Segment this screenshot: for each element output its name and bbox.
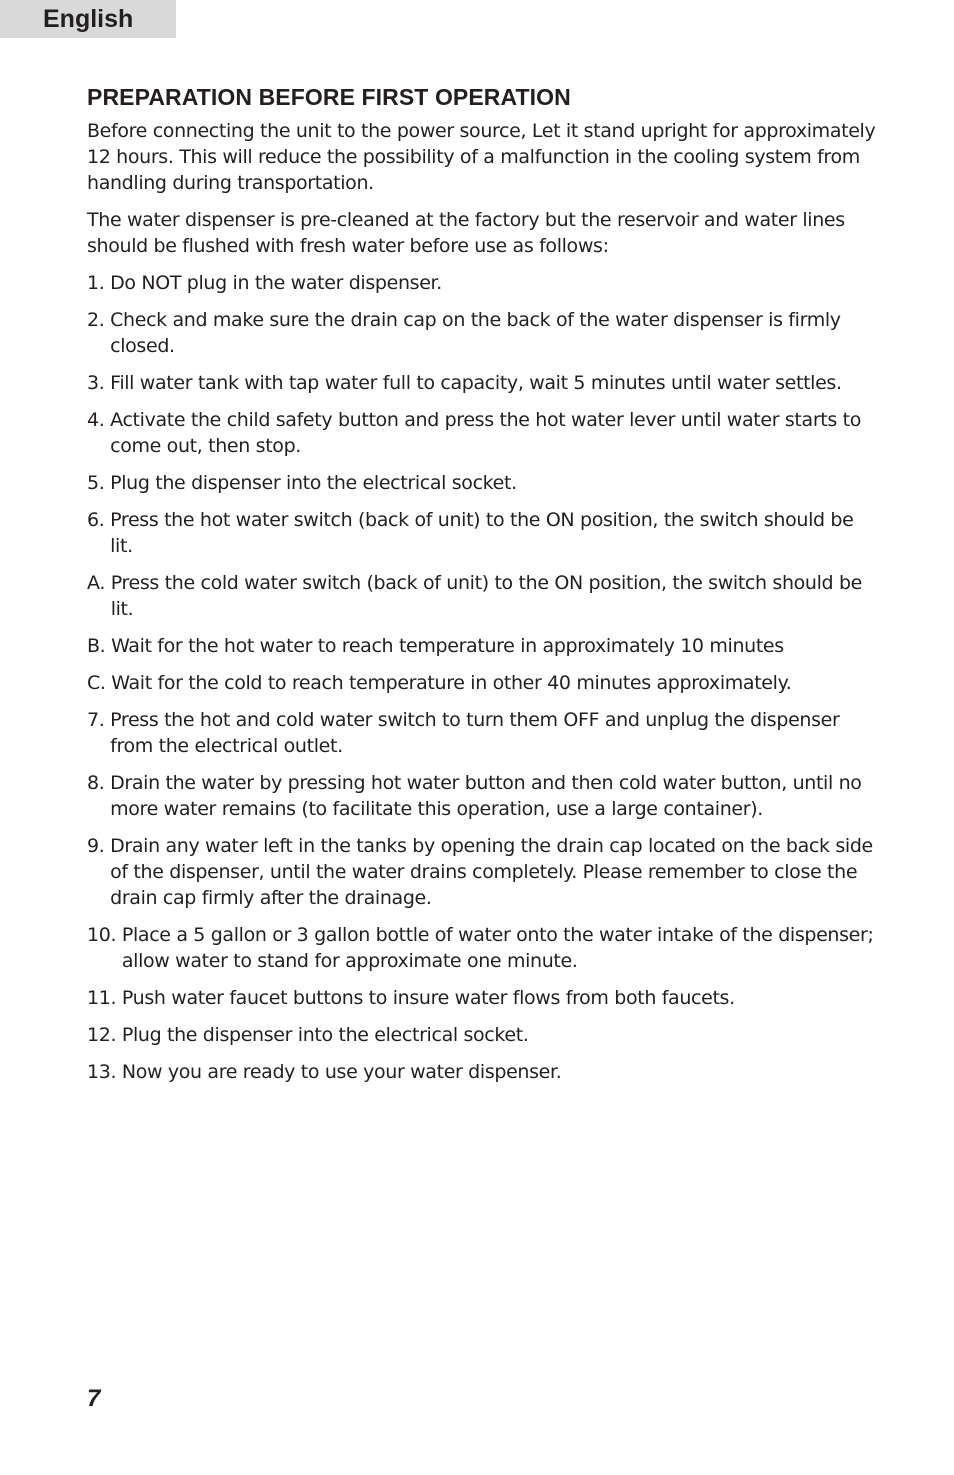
step-text: Press the hot and cold water switch to turn them OFF and unplug the dispenser from the electrical outlet. — [110, 709, 840, 757]
list-item — [87, 570, 877, 622]
list-item — [87, 633, 877, 659]
list-item — [87, 507, 877, 559]
list-item — [87, 833, 877, 911]
step-marker: A. — [87, 572, 111, 594]
steps-list — [87, 270, 877, 1085]
step-marker: 7. — [87, 709, 111, 731]
step-text: Wait for the hot water to reach temperature in approximately 10 minutes — [111, 635, 784, 657]
step-marker: 6. — [87, 509, 111, 531]
step-text: Press the hot water switch (back of unit) to the ON position, the switch should be lit. — [110, 509, 854, 557]
section-content — [87, 82, 877, 1096]
step-marker: 2. — [87, 309, 111, 331]
step-marker: 1. — [87, 272, 111, 294]
step-text: Push water faucet buttons to insure water flows from both faucets. — [121, 987, 735, 1009]
step-marker: C. — [87, 672, 112, 694]
intro-paragraph: Before connecting the unit to the power source, Let it stand upright for approximately 12 hours. This will reduce the possibility of a malfunction in the cooling system from handling during transportation. — [87, 120, 876, 194]
step-marker: 3. — [87, 372, 111, 394]
list-item — [87, 770, 877, 822]
step-marker: B. — [87, 635, 112, 657]
step-text: Activate the child safety button and press the hot water lever until water starts to come out, then stop. — [110, 409, 861, 457]
step-text: Plug the dispenser into the electrical socket. — [110, 472, 517, 494]
step-marker: 9. — [87, 835, 111, 857]
list-item — [87, 1022, 877, 1048]
step-text: Drain any water left in the tanks by opening the drain cap located on the back side of the dispenser, until the water drains completely. Please remember to close the drain cap firmly after the drainage. — [110, 835, 873, 909]
list-item — [87, 270, 877, 296]
step-text: Press the cold water switch (back of unit) to the ON position, the switch should be lit. — [110, 572, 862, 620]
step-marker: 5. — [87, 472, 111, 494]
list-item — [87, 985, 877, 1011]
section-title: PREPARATION BEFORE FIRST OPERATION — [87, 84, 571, 110]
list-item — [87, 370, 877, 396]
list-item — [87, 670, 877, 696]
list-item — [87, 922, 877, 974]
list-item — [87, 407, 877, 459]
list-item — [87, 470, 877, 496]
step-text: Place a 5 gallon or 3 gallon bottle of water onto the water intake of the dispenser; allow water to stand for approximate one minute. — [121, 924, 874, 972]
list-item — [87, 307, 877, 359]
step-text: Wait for the cold to reach temperature in other 40 minutes approximately. — [111, 672, 792, 694]
step-text: Drain the water by pressing hot water button and then cold water button, until no more water remains (to facilitate this operation, use a large container). — [110, 772, 862, 820]
step-marker: 11. — [87, 987, 122, 1009]
step-text: Fill water tank with tap water full to capacity, wait 5 minutes until water settles. — [110, 372, 842, 394]
step-text: Do NOT plug in the water dispenser. — [110, 272, 442, 294]
list-item — [87, 1059, 877, 1085]
step-marker: 13. — [87, 1061, 122, 1083]
language-tab: English — [0, 0, 176, 38]
flush-instructions-paragraph: The water dispenser is pre-cleaned at the factory but the reservoir and water lines should be flushed with fresh water before use as follows: — [87, 209, 845, 257]
step-marker: 12. — [87, 1024, 122, 1046]
page-number: 7 — [87, 1385, 101, 1412]
step-marker: 8. — [87, 772, 111, 794]
step-text: Check and make sure the drain cap on the back of the water dispenser is firmly closed. — [110, 309, 841, 357]
step-text: Now you are ready to use your water dispenser. — [121, 1061, 562, 1083]
list-item — [87, 707, 877, 759]
step-marker: 4. — [87, 409, 111, 431]
step-text: Plug the dispenser into the electrical socket. — [121, 1024, 529, 1046]
step-marker: 10. — [87, 924, 122, 946]
